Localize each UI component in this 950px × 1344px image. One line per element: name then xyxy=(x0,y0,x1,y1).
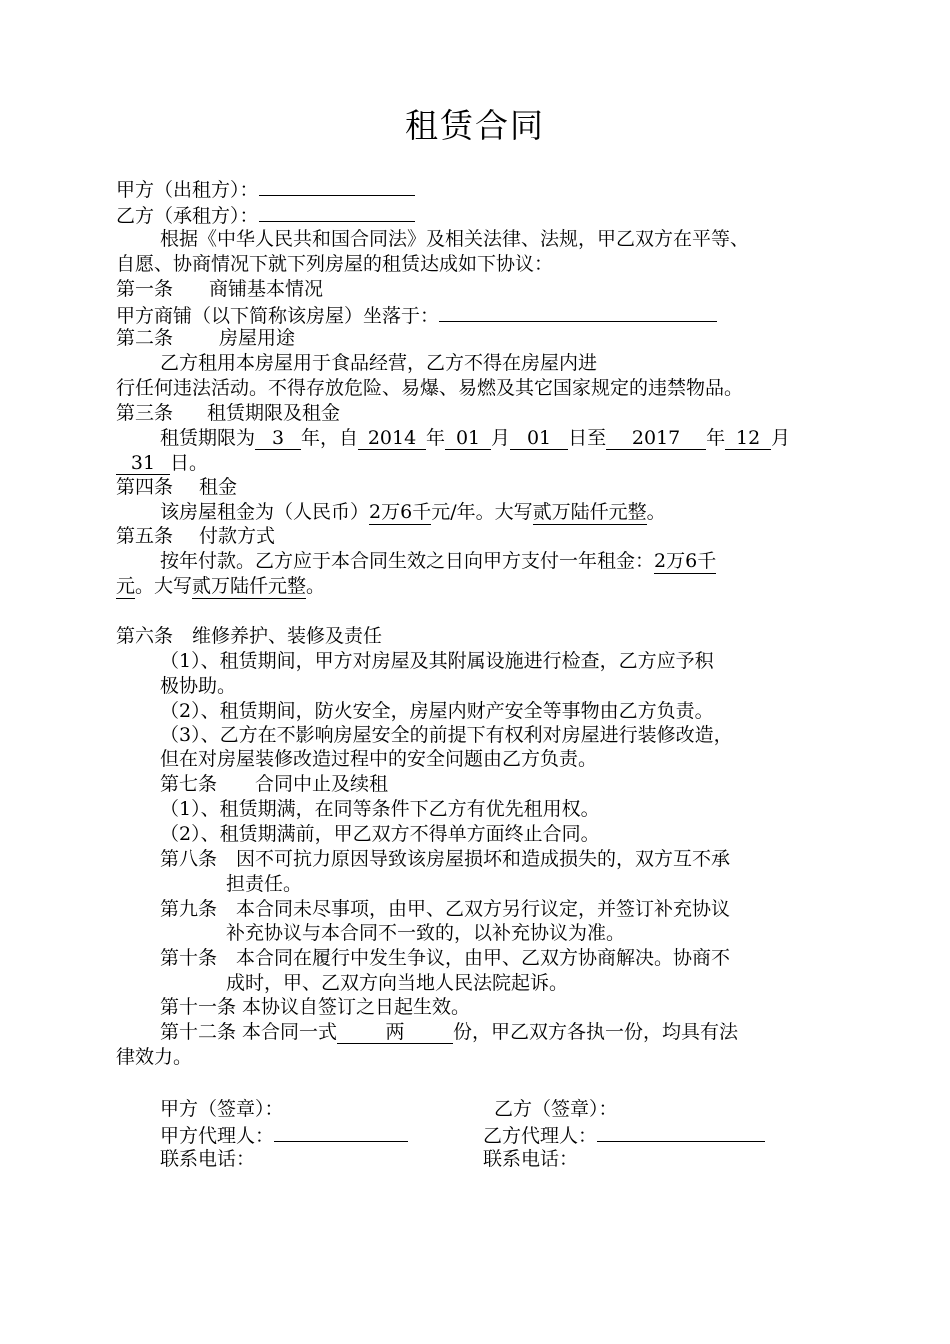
article-3-title: 租赁期限及租金 xyxy=(207,402,341,424)
party-b-agent-label: 乙方代理人： xyxy=(483,1125,598,1147)
end-month: 12 xyxy=(725,427,771,450)
article-4-heading xyxy=(116,474,237,500)
rent-suffix: 元/年。大写 xyxy=(431,501,533,523)
article-12-line-1 xyxy=(160,1019,738,1045)
payment-upper-label: 。大写 xyxy=(135,575,193,597)
article-5-number: 第五条 xyxy=(116,525,174,547)
article-3-term-line xyxy=(160,425,790,451)
term-day-end: 日。 xyxy=(170,452,209,474)
article-10-line-1: 第十条 本合同在履行中发生争议，由甲、乙双方协商解决。协商不 xyxy=(160,947,731,969)
end-year: 2017 xyxy=(606,427,706,450)
party-b-label: 乙方（承租方）： xyxy=(116,205,259,227)
party-a-phone: 联系电话： xyxy=(160,1148,256,1170)
rent-prefix: 该房屋租金为（人民币） xyxy=(160,501,370,523)
article-1-number: 第一条 xyxy=(116,278,174,300)
term-month-char: 月 xyxy=(491,427,511,449)
party-a-label: 甲方（出租方）： xyxy=(116,179,259,201)
article-3-heading xyxy=(116,400,340,426)
party-a-seal: 甲方（签章）： xyxy=(160,1098,284,1120)
article-1-heading xyxy=(116,276,323,302)
term-years: 3 xyxy=(255,427,301,450)
article-7-number: 第七条 xyxy=(160,773,218,795)
party-b-line xyxy=(116,201,415,229)
payment-amount-unit: 元 xyxy=(116,575,136,597)
end-day: 31 xyxy=(116,452,170,475)
copies-count: 两 xyxy=(337,1021,453,1044)
party-a-agent-blank xyxy=(274,1121,408,1142)
article-4-title: 租金 xyxy=(199,476,238,498)
payment-amount-upper: 贰万陆仟元整 xyxy=(192,575,307,597)
party-a-agent-label: 甲方代理人： xyxy=(160,1125,275,1147)
article-8-line-1: 第八条 因不可抗力原因导致该房屋损坏和造成损失的，双方互不承 xyxy=(160,848,731,870)
article-4-rent-line xyxy=(160,499,666,525)
term-label: 租赁期限为 xyxy=(160,427,256,449)
start-month: 01 xyxy=(445,427,491,450)
payment-end: 。 xyxy=(306,575,326,597)
article-5-line-2 xyxy=(116,573,325,599)
party-a-blank xyxy=(259,175,415,196)
article-9-line-1: 第九条 本合同未尽事项，由甲、乙双方另行议定，并签订补充协议 xyxy=(160,898,731,920)
term-year-char: 年 xyxy=(426,427,446,449)
document-title: 租赁合同 xyxy=(405,106,545,145)
party-b-agent-line xyxy=(483,1121,765,1149)
term-day-to: 日至 xyxy=(568,427,607,449)
article-10-line-2: 成时，甲、乙双方向当地人民法院起诉。 xyxy=(226,972,569,994)
article-7-item-2: （2）、租赁期满前，甲乙双方不得单方面终止合同。 xyxy=(160,823,600,845)
payment-amount: 2万6千 xyxy=(654,550,717,572)
copies-suffix: 份，甲乙双方各执一份，均具有法 xyxy=(453,1021,739,1043)
term-year-from: 年，自 xyxy=(301,427,359,449)
start-year: 2014 xyxy=(358,427,426,450)
article-5-heading xyxy=(116,523,275,549)
article-6-item-1-line-2: 极协助。 xyxy=(160,675,237,697)
article-6-item-2: （2）、租赁期间，防火安全，房屋内财产安全等事物由乙方负责。 xyxy=(160,700,714,722)
article-5-title: 付款方式 xyxy=(199,525,276,547)
party-b-blank xyxy=(259,201,415,222)
article-1-location-label: 甲方商铺（以下简称该房屋）坐落于： xyxy=(116,305,440,327)
article-5-line-1 xyxy=(160,548,716,574)
article-6-item-3-line-1: （3）、乙方在不影响房屋安全的前提下有权利对房屋进行装修改造， xyxy=(160,724,733,746)
article-2-heading xyxy=(116,325,295,351)
article-2-number: 第二条 xyxy=(116,327,174,349)
article-2-title: 房屋用途 xyxy=(219,327,296,349)
party-b-agent-blank xyxy=(597,1121,765,1142)
article-2-line-1: 乙方租用本房屋用于食品经营，乙方不得在房屋内进 xyxy=(160,352,598,374)
article-6-item-1-line-1: （1）、租赁期间，甲方对房屋及其附属设施进行检查，乙方应予积 xyxy=(160,650,714,672)
article-6-item-3-line-2: 但在对房屋装修改造过程中的安全问题由乙方负责。 xyxy=(160,748,598,770)
rent-amount: 2万6千 xyxy=(369,501,432,523)
term-year-char-2: 年 xyxy=(706,427,726,449)
rent-end: 。 xyxy=(646,501,666,523)
article-2-line-2: 行任何违法活动。不得存放危险、易爆、易燃及其它国家规定的违禁物品。 xyxy=(116,377,744,399)
party-b-phone: 联系电话： xyxy=(483,1148,579,1170)
article-7-title: 合同中止及续租 xyxy=(255,773,389,795)
party-b-seal: 乙方（签章）： xyxy=(494,1098,618,1120)
article-1-location-blank xyxy=(439,301,717,322)
article-1-title: 商铺基本情况 xyxy=(209,278,324,300)
term-month-char-2: 月 xyxy=(771,427,791,449)
article-8-line-2: 担责任。 xyxy=(226,873,303,895)
article-11: 第十一条 本协议自签订之日起生效。 xyxy=(160,996,471,1018)
article-7-heading xyxy=(160,771,388,797)
copies-prefix: 第十二条 本合同一式 xyxy=(160,1021,338,1043)
preamble-line-2: 自愿、协商情况下就下列房屋的租赁达成如下协议： xyxy=(116,253,554,275)
party-a-agent-line xyxy=(160,1121,408,1149)
article-3-number: 第三条 xyxy=(116,402,174,424)
party-a-line xyxy=(116,175,415,203)
article-3-term-line-2 xyxy=(116,450,208,476)
article-4-number: 第四条 xyxy=(116,476,174,498)
payment-prefix: 按年付款。乙方应于本合同生效之日向甲方支付一年租金： xyxy=(160,550,655,572)
start-day: 01 xyxy=(510,427,568,450)
preamble-line-1: 根据《中华人民共和国合同法》及相关法律、法规，甲乙双方在平等、 xyxy=(160,228,750,250)
article-12-line-2: 律效力。 xyxy=(116,1046,193,1068)
rent-amount-upper: 贰万陆仟元整 xyxy=(532,501,647,523)
article-9-line-2: 补充协议与本合同不一致的，以补充协议为准。 xyxy=(226,922,626,944)
article-7-item-1: （1）、租赁期满，在同等条件下乙方有优先租用权。 xyxy=(160,798,600,820)
article-6-heading: 第六条 维修养护、装修及责任 xyxy=(116,625,383,647)
